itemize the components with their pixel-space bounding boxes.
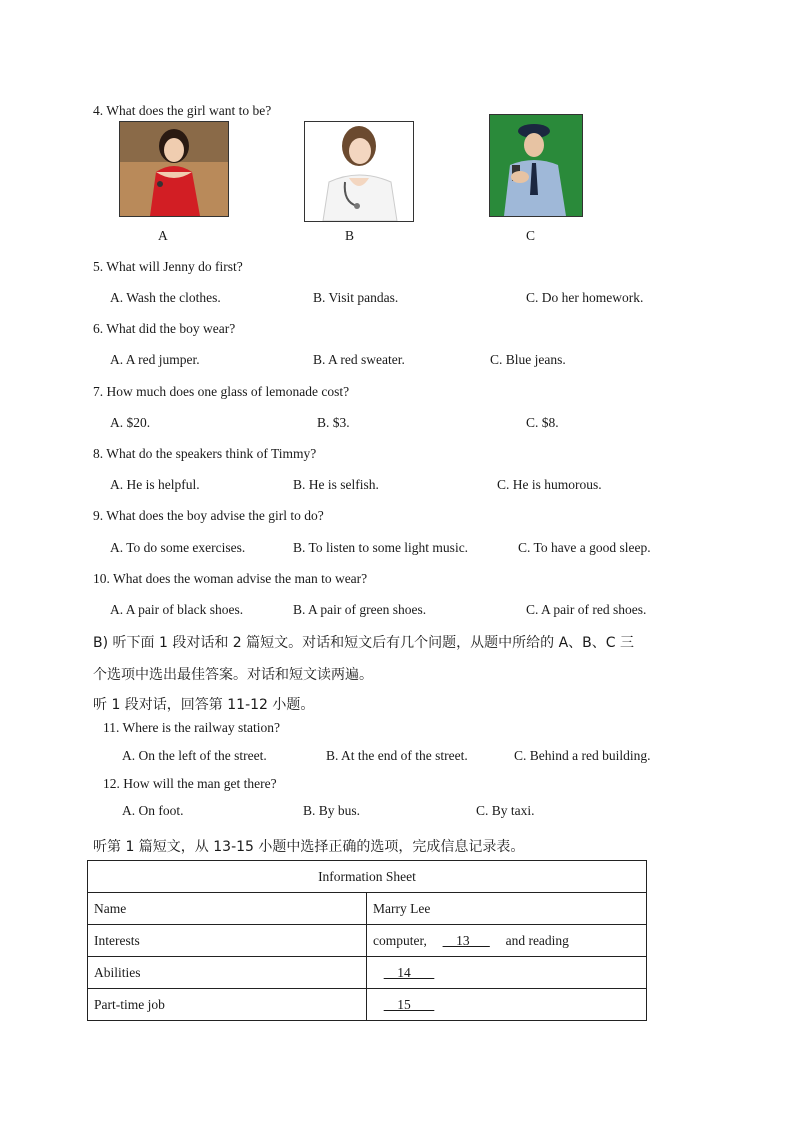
- q11-option-b: B. At the end of the street.: [326, 748, 468, 763]
- q6-option-c: C. Blue jeans.: [490, 352, 566, 367]
- q12-option-c: C. By taxi.: [476, 803, 535, 818]
- question-11: 11. Where is the railway station?: [103, 720, 280, 735]
- question-4: 4. What does the girl want to be?: [93, 103, 272, 118]
- q8-option-a: A. He is helpful.: [110, 477, 200, 492]
- table-row: [88, 989, 647, 1021]
- question-5: 5. What will Jenny do first?: [93, 259, 243, 274]
- q5-option-a: A. Wash the clothes.: [110, 290, 221, 305]
- q12-option-a: A. On foot.: [122, 803, 184, 818]
- interests-suffix: and reading: [502, 932, 569, 948]
- row-value-part-time-job: [367, 989, 647, 1021]
- question-12: 12. How will the man get there?: [103, 776, 277, 791]
- q7-option-b: B. $3.: [317, 415, 350, 430]
- q9-option-c: C. To have a good sleep.: [518, 540, 651, 555]
- doctor-image: [304, 121, 414, 222]
- q7-option-c: C. $8.: [526, 415, 559, 430]
- row-value-abilities: [367, 957, 647, 989]
- blank-14: 14: [383, 964, 435, 980]
- question-10: 10. What does the woman advise the man to wear?: [93, 571, 368, 586]
- blank-15: 15: [383, 996, 435, 1012]
- question-9: 9. What does the boy advise the girl to do?: [93, 508, 324, 523]
- q8-option-c: C. He is humorous.: [497, 477, 602, 492]
- table-row: [88, 925, 647, 957]
- q9-option-a: A. To do some exercises.: [110, 540, 246, 555]
- q10-option-a: A. A pair of black shoes.: [110, 602, 244, 617]
- option-label-a: A: [158, 228, 168, 243]
- dialog-intro: 听 1 段对话，回答第 11-12 小题。: [93, 697, 315, 713]
- q10-option-c: C. A pair of red shoes.: [526, 602, 647, 617]
- row-label-name: Name: [88, 893, 367, 925]
- table-row: [88, 893, 647, 925]
- row-label-part-time-job: Part-time job: [88, 989, 367, 1021]
- section-b-instruction-line2: 个选项中选出最佳答案。对话和短文读两遍。: [93, 667, 373, 683]
- row-label-abilities: Abilities: [88, 957, 367, 989]
- q9-option-b: B. To listen to some light music.: [293, 540, 469, 555]
- row-value-name: Marry Lee: [367, 893, 647, 925]
- table-row: [88, 957, 647, 989]
- q10-option-b: B. A pair of green shoes.: [293, 602, 427, 617]
- question-6: 6. What did the boy wear?: [93, 321, 236, 336]
- table-row: [88, 861, 647, 893]
- q6-option-b: B. A red sweater.: [313, 352, 405, 367]
- information-sheet-table: [87, 860, 647, 1021]
- question-7: 7. How much does one glass of lemonade cost?: [93, 384, 350, 399]
- q12-option-b: B. By bus.: [303, 803, 361, 818]
- singer-image: [119, 121, 229, 217]
- q5-option-b: B. Visit pandas.: [313, 290, 399, 305]
- blank-13: 13: [442, 932, 490, 948]
- q8-option-b: B. He is selfish.: [293, 477, 379, 492]
- q7-option-a: A. $20.: [110, 415, 151, 430]
- row-label-interests: Interests: [88, 925, 367, 957]
- table-title: Information Sheet: [88, 861, 647, 893]
- option-label-b: B: [345, 228, 355, 243]
- interests-prefix: computer,: [373, 932, 431, 948]
- option-label-c: C: [526, 228, 536, 243]
- q11-option-c: C. Behind a red building.: [514, 748, 651, 763]
- q5-option-c: C. Do her homework.: [526, 290, 644, 305]
- q11-option-a: A. On the left of the street.: [122, 748, 267, 763]
- question-8: 8. What do the speakers think of Timmy?: [93, 446, 317, 461]
- section-b-instruction-line1: B) 听下面 1 段对话和 2 篇短文。对话和短文后有几个问题，从题中所给的 A、B、C 三: [93, 635, 634, 651]
- q6-option-a: A. A red jumper.: [110, 352, 200, 367]
- police-image: [489, 114, 583, 217]
- passage-intro: 听第 1 篇短文，从 13-15 小题中选择正确的选项，完成信息记录表。: [93, 839, 525, 855]
- row-value-interests: [367, 925, 647, 957]
